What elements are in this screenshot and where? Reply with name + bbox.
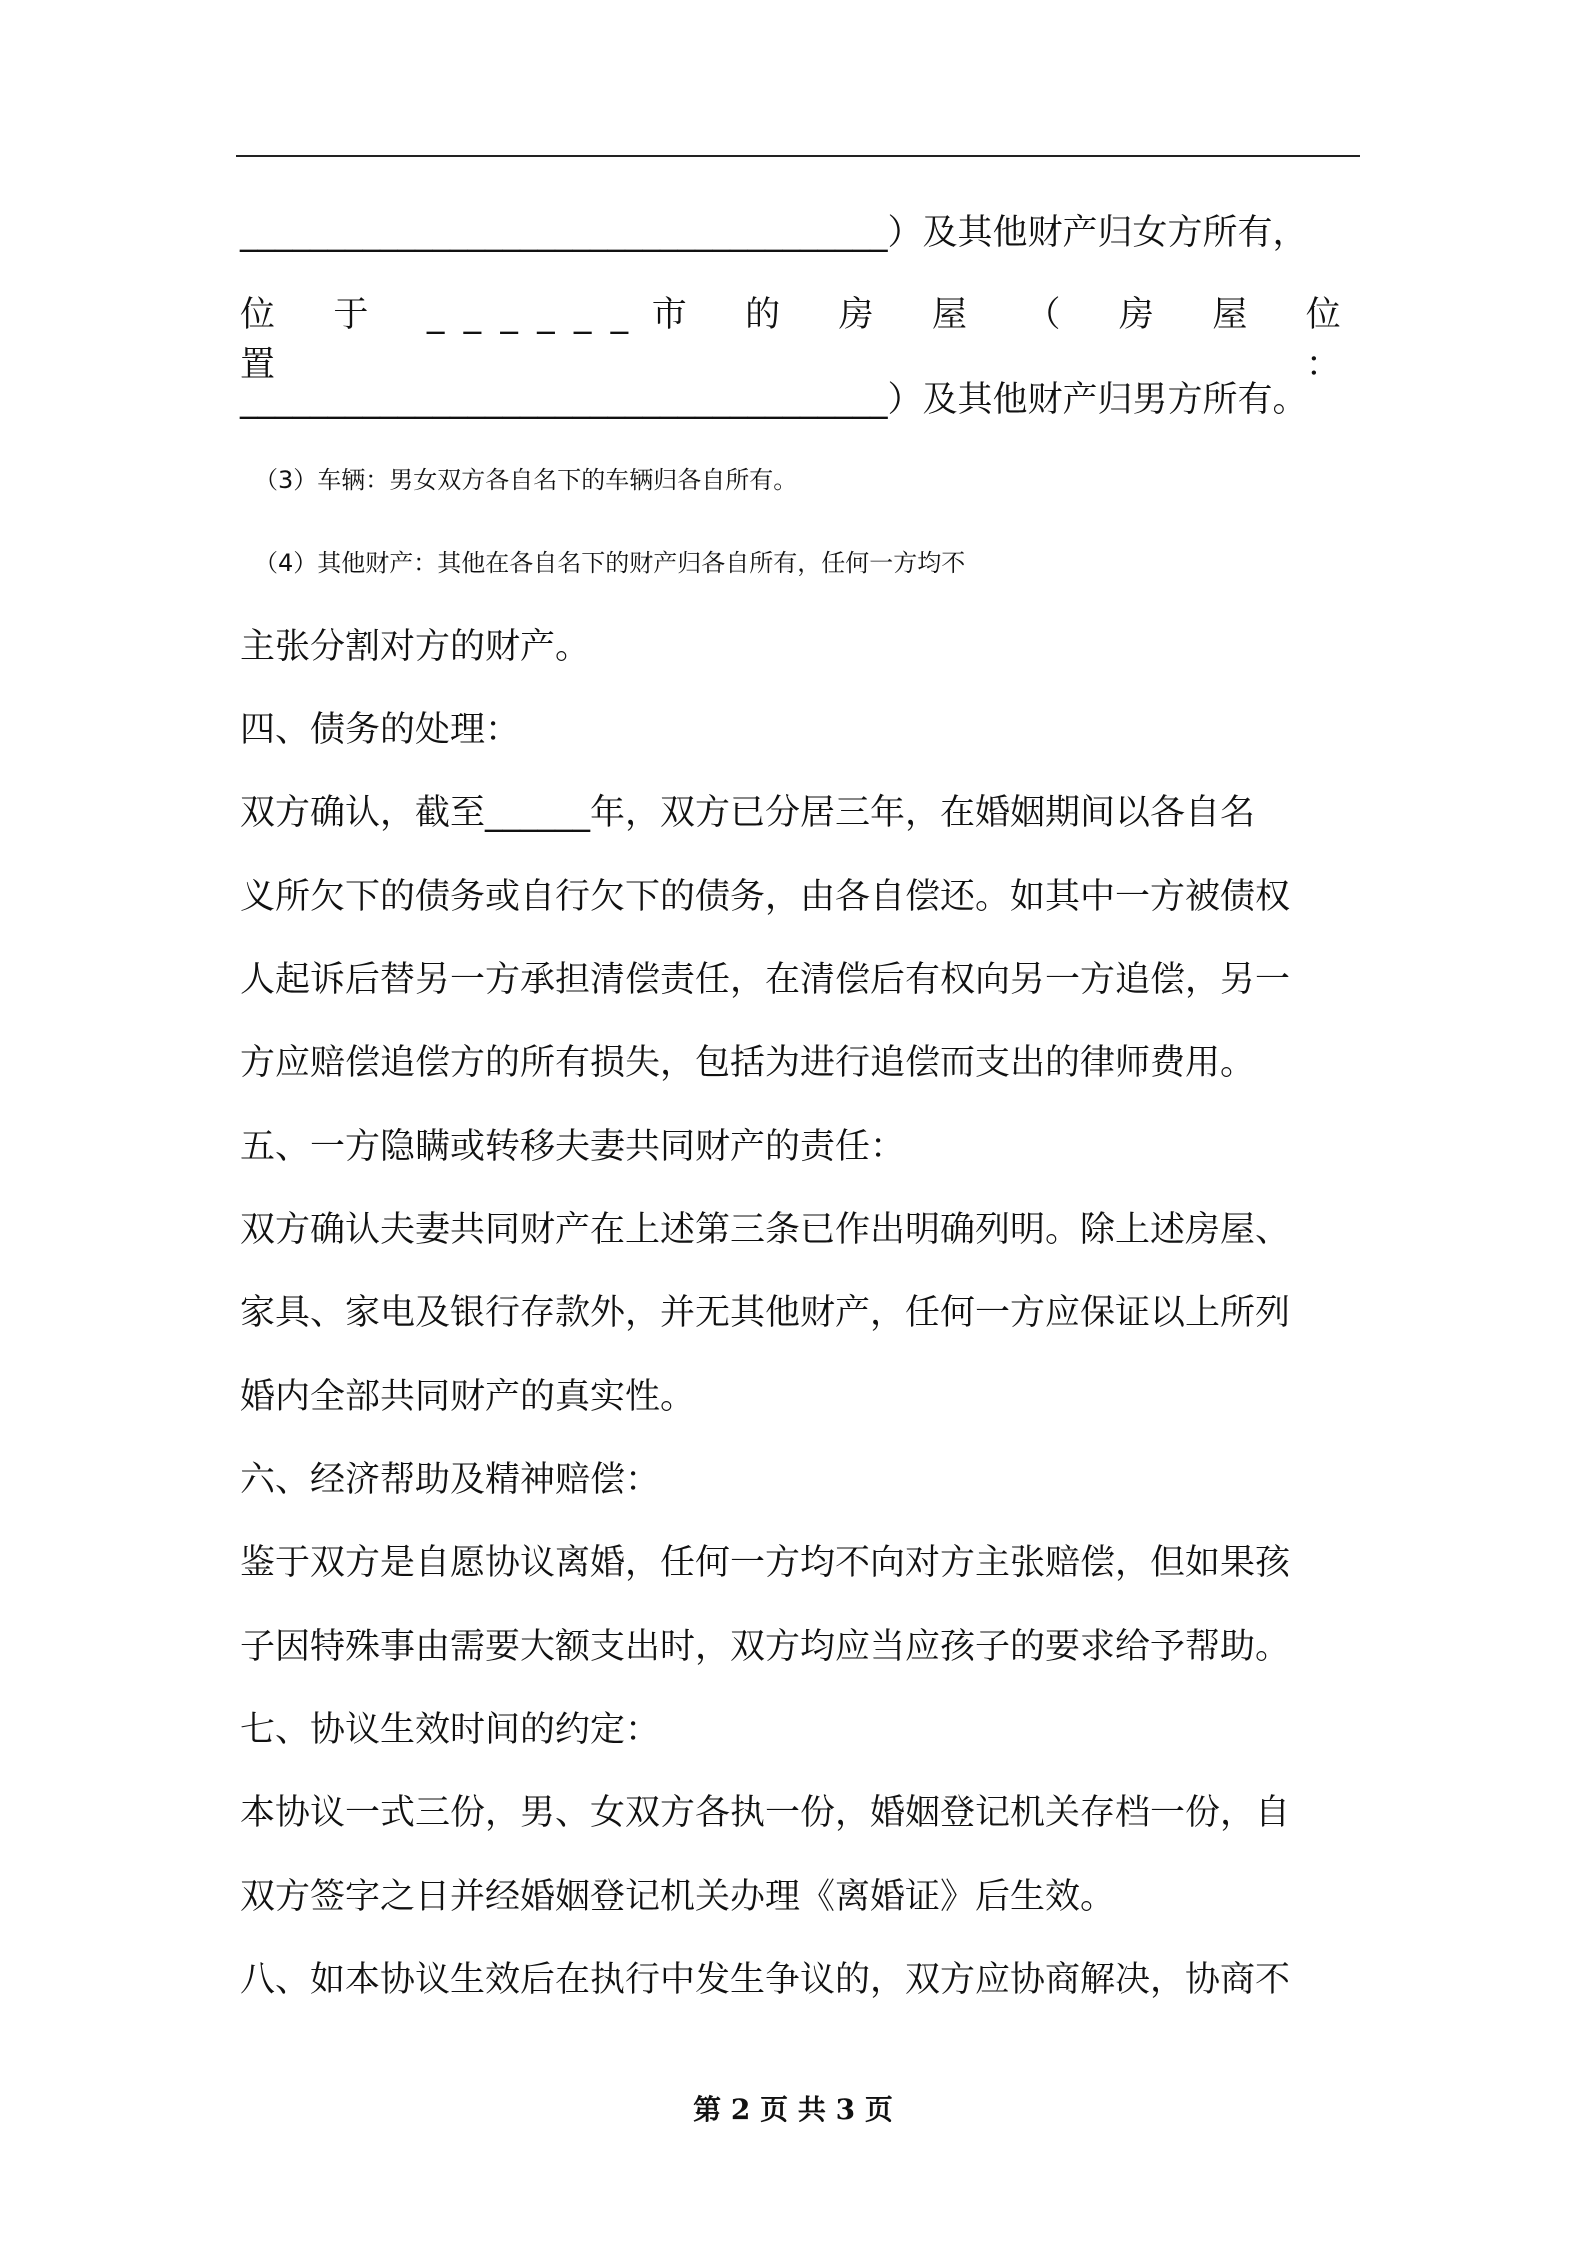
body-line: 八、如本协议生效后在执行中发生争议的，双方应协商解决，协商不 [240,1960,1291,2000]
body-line: _____________________________________）及其他财产归女方所有， [240,213,1308,253]
body-line: 人起诉后替另一方承担清偿责任，在清偿后有权向另一方追偿，另一 [240,960,1291,1000]
header-rule [236,155,1360,157]
section-heading: 六、经济帮助及精神赔偿： [240,1460,661,1500]
section-heading: 七、协议生效时间的约定： [240,1710,661,1750]
body-line: 位 于 ______市 的 房 屋 （ 房 屋 位 置 ： [240,295,1360,385]
body-line: 义所欠下的债务或自行欠下的债务，由各自偿还。如其中一方被债权 [240,877,1291,917]
section-heading: 四、债务的处理： [240,710,521,750]
body-line: 本协议一式三份，男、女双方各执一份，婚姻登记机关存档一份，自 [240,1793,1291,1833]
body-line: 双方确认，截至______年，双方已分居三年，在婚姻期间以各自名 [240,793,1256,833]
body-line: 家具、家电及银行存款外，并无其他财产，任何一方应保证以上所列 [240,1293,1291,1333]
body-line: 鉴于双方是自愿协议离婚，任何一方均不向对方主张赔偿，但如果孩 [240,1543,1291,1583]
body-line: 婚内全部共同财产的真实性。 [240,1377,696,1417]
body-line: 双方签字之日并经婚姻登记机关办理《离婚证》后生效。 [240,1877,1116,1917]
body-line: 方应赔偿追偿方的所有损失，包括为进行追偿而支出的律师费用。 [240,1043,1256,1083]
body-line: _____________________________________）及其他财产归男方所有。 [240,380,1308,420]
page-number-footer: 第 2 页 共 3 页 [693,2093,893,2126]
body-line: 主张分割对方的财产。 [240,627,591,667]
body-line: 双方确认夫妻共同财产在上述第三条已作出明确列明。除上述房屋、 [240,1210,1291,1250]
body-line: （3）车辆：男女双方各自名下的车辆归各自所有。 [254,466,798,494]
body-line: （4）其他财产：其他在各自名下的财产归各自所有，任何一方均不 [254,549,966,577]
section-heading: 五、一方隐瞒或转移夫妻共同财产的责任： [240,1127,906,1167]
body-line: 子因特殊事由需要大额支出时，双方均应当应孩子的要求给予帮助。 [240,1627,1291,1667]
